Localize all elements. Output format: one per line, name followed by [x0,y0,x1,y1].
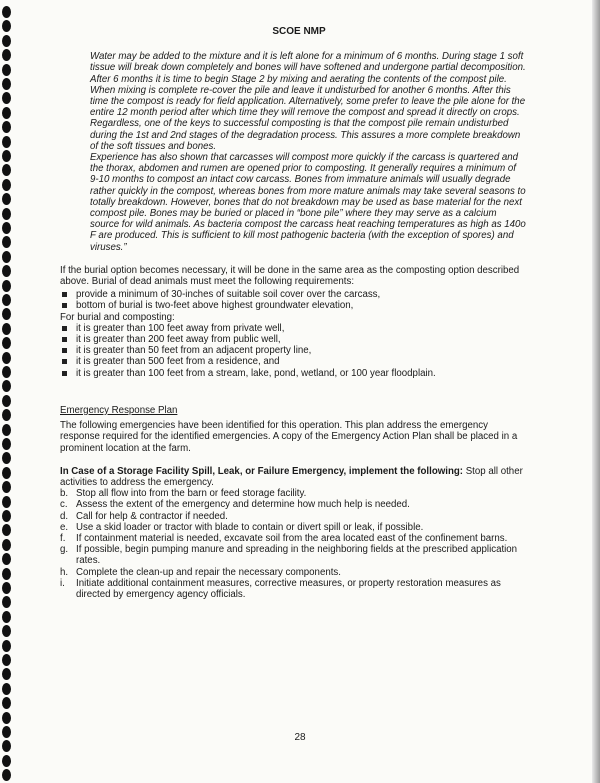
step-marker: h. [60,566,69,578]
list-item: it is greater than 100 feet away from private well, [60,323,528,334]
list-item: it is greater than 200 feet away from public well, [60,334,528,345]
binding-ring [2,49,11,61]
step-marker: d. [60,510,69,522]
step-marker: f. [60,532,66,544]
section-title-erp: Emergency Response Plan [60,404,178,416]
step-text: Use a skid loader or tractor with blade to contain or divert spill or leak, if possible. [76,521,424,533]
binding-ring [2,107,11,119]
binding-ring [2,150,11,162]
binding-ring [2,92,11,104]
binding-ring [2,481,11,493]
list-item [60,578,528,600]
step-marker: e. [60,521,69,533]
binding-ring [2,582,11,594]
binding-ring [2,467,11,479]
step-text: Complete the clean-up and repair the necessary components. [76,566,341,578]
binding-ring [2,280,11,292]
binding-ring [2,438,11,450]
binding-ring [2,380,11,392]
erp-intro: The following emergencies have been identified for this operation. This plan address the emergency response required for the identified emergencies. A copy of the Emergency Action Plan shall be placed in a prominent location at the farm. [60,420,518,454]
binding-ring [2,352,11,364]
binding-ring [2,337,11,349]
binding-ring [2,683,11,695]
binding-ring [2,539,11,551]
list-item [60,533,528,544]
step-marker: c. [60,499,68,511]
binding-ring [2,611,11,623]
binding-ring [2,625,11,637]
binding-ring [2,409,11,421]
binding-ring [2,452,11,464]
burial-requirements-list [60,289,528,311]
step-text: If containment material is needed, excavate soil from the area located east of the confinement barns. [76,532,508,544]
spill-heading-bold: In Case of a Storage Facility Spill, Leak, or Failure Emergency, implement the following: [60,465,464,477]
binding-ring [2,697,11,709]
burial-intro: If the burial option becomes necessary, it will be done in the same area as the composting option described above. Burial of dead animals must meet the following requirements: [60,264,520,288]
binding-ring [2,193,11,205]
binding-ring [2,308,11,320]
spiral-binding [0,0,16,783]
quote-paragraph-2: Experience has also shown that carcasses will compost more quickly if the carcass is quartered and the thorax, abdomen and rumen are opened prior to composting. It generally requires a minimum of 9-10 months to compost an intact cow carcass. Bones from immature animals will usually degrade rather quickly in the compost, whereas bones from more mature animals may take several seasons to totally breakdown. However, bones that do not breakdown may be used as base material for the next compost pile. Bones may be buried or placed in “bone pile” where they may serve as a calcium source for wild animals. As bacteria compost the carcass heat reaching temperatures as high as 140o F are produced. This is sufficient to kill most pathogenic bacteria (with the exception of spores) and viruses.” [90,152,526,253]
binding-ring [2,236,11,248]
quote-paragraph-1: Water may be added to the mixture and it is left alone for a minimum of 6 months. During stage 1 soft tissue will break down completely and bones will have softened and undergone partial decomposition. After 6 months it is time to begin Stage 2 by mixing and aerating the contents of the compost pile. When mixing is complete re-cover the pile and leave it undisturbed for another 6 months. After this time the compost is ready for field application. Alternatively, some prefer to leave the pile alone for the entire 12 month period after which time they will remove the compost and spread it directly on crops. Regardless, one of the keys to successful composting is that the compost pile remain undisturbed during the 1st and 2nd stages of the degradation process. This assures a more complete breakdown of the soft tissues and bones. [90,51,526,152]
binding-ring [2,553,11,565]
binding-ring [2,366,11,378]
step-marker: b. [60,488,69,500]
binding-ring [2,35,11,47]
binding-ring [2,179,11,191]
binding-ring [2,712,11,724]
step-text: Assess the extent of the emergency and determine how much help is needed. [76,499,410,511]
binding-ring [2,208,11,220]
list-item: bottom of burial is two-feet above highest groundwater elevation, [60,300,528,311]
binding-ring [2,496,11,508]
step-marker: i. [60,577,65,589]
binding-ring [2,510,11,522]
binding-ring [2,164,11,176]
binding-ring [2,294,11,306]
binding-ring [2,251,11,263]
list-item [60,499,528,510]
binding-ring [2,20,11,32]
step-text: If possible, begin pumping manure and spreading in the neighboring fields at the prescribed application rates. [76,544,518,567]
page-number: 28 [294,732,306,743]
binding-ring [2,6,11,18]
page-edge-shadow [592,0,600,783]
binding-ring [2,395,11,407]
setback-requirements-list [60,323,528,379]
binding-ring [2,524,11,536]
list-item: provide a minimum of 30-inches of suitable soil cover over the carcass, [60,289,528,300]
binding-ring [2,769,11,781]
list-item [60,522,528,533]
spill-heading [60,466,528,488]
step-text: Initiate additional containment measures, corrective measures, or property restoration measures as directed by emergency agency officials. [76,577,501,600]
binding-ring [2,121,11,133]
binding-ring [2,136,11,148]
binding-ring [2,265,11,277]
step-text: Call for help & contractor if needed. [76,510,228,522]
list-item [60,544,528,566]
list-item [60,488,528,499]
binding-ring [2,78,11,90]
step-text: Stop all flow into from the barn or feed storage facility. [76,488,307,500]
list-item [60,511,528,522]
binding-ring [2,668,11,680]
page-header: SCOE NMP [272,26,326,37]
list-item [60,567,528,578]
binding-ring [2,424,11,436]
compost-quote [90,51,528,253]
binding-ring [2,654,11,666]
spill-heading-rest: Stop all other activities to address the emergency. [60,465,523,488]
spill-steps-list [60,488,528,600]
list-item: it is greater than 50 feet from an adjacent property line, [60,345,528,356]
binding-ring [2,596,11,608]
step-marker: g. [60,544,69,556]
list-item: it is greater than 500 feet from a residence, and [60,356,528,367]
list-item: it is greater than 100 feet from a stream, lake, pond, wetland, or 100 year floodplain. [60,368,528,379]
binding-ring [2,222,11,234]
binding-ring [2,755,11,767]
both-intro: For burial and composting: [60,311,175,323]
binding-ring [2,323,11,335]
binding-ring [2,568,11,580]
binding-ring [2,640,11,652]
binding-ring [2,64,11,76]
document-page [60,26,528,600]
